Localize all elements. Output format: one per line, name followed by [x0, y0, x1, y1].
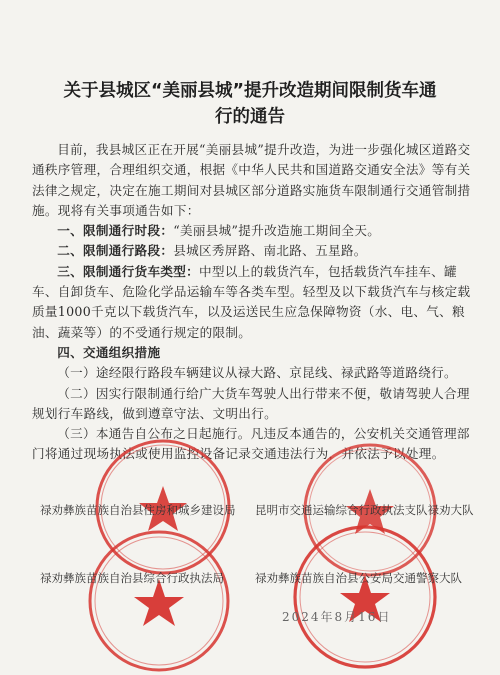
- signature-housing-bureau: 禄劝彝族苗族自治县住房和城乡建设局: [40, 503, 236, 517]
- official-seal-traffic-police: [290, 522, 440, 672]
- section-1: [32, 221, 472, 241]
- official-seal-enforcement-bureau: [85, 527, 233, 675]
- section-3-heading: 三、限制通行货车类型：: [57, 263, 200, 279]
- section-1-text: “美丽县城”提升改造施工期间全天。: [173, 223, 381, 239]
- issue-date: 2024年8月16日: [282, 610, 392, 624]
- section-2: [32, 241, 472, 261]
- notice-title: [40, 78, 460, 130]
- measure-item-3: （三）本通告自公布之日起施行。凡违反本通告的，公安机关交通管理部门将通过现场执法或使用监控设备记录交通违法行为，并依法予以处理。: [32, 426, 470, 462]
- section-3: [32, 262, 472, 343]
- measure-item-2: （二）因实行限制通行给广大货车驾驶人出行带来不便，敬请驾驶人合理规划行车路线，做到遵章守法、文明出行。: [32, 385, 470, 421]
- intro-paragraph: 目前，我县城区正在开展“美丽县城”提升改造，为进一步强化城区道路交通秩序管理，合理组织交通，根据《中华人民共和国道路交通安全法》等有关法律之规定，决定在施工期间对县城区部分道路实施货车限制通行交通管制措施。现将有关事项通告如下：: [32, 142, 471, 218]
- signature-transport-enforcement: 昆明市交通运输综合行政执法支队禄劝大队: [255, 503, 474, 517]
- section-4-heading: 四、交通组织措施: [57, 344, 161, 360]
- measure-item-1: （一）途经限行路段车辆建议从禄大路、京昆线、禄武路等道路绕行。: [57, 365, 457, 381]
- signature-traffic-police: 禄劝彝族苗族自治县公安局交通警察大队: [255, 571, 462, 585]
- section-2-text: 县城区秀屏路、南北路、五星路。: [173, 243, 367, 259]
- section-3-text: 中型以上的载货汽车，包括载货汽车挂车、罐车、自卸货车、危险化学品运输车等各类车型。轻型及以下载货汽车与核定载质量1000千克以下载货汽车，以及运送民生应急保障物资（水、电、气、粮油、蔬菜等）的不受通行规定的限制。: [32, 263, 471, 340]
- title-line-1: 关于县城区“美丽县城”提升改造期间限制货车通: [63, 81, 437, 101]
- notice-body: [32, 140, 472, 465]
- section-2-heading: 二、限制通行路段：: [57, 243, 174, 259]
- section-1-heading: 一、限制通行时段：: [57, 223, 174, 239]
- title-line-2: 行的通告: [215, 107, 285, 127]
- signature-enforcement-bureau: 禄劝彝族苗族自治县综合行政执法局: [40, 571, 224, 585]
